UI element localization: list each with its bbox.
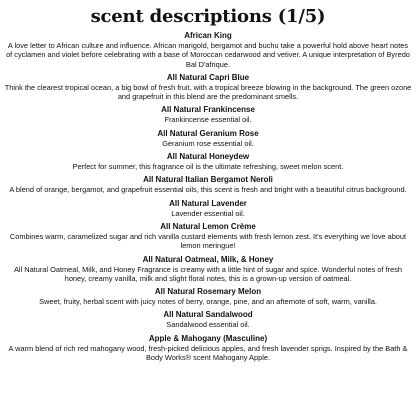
scent-name: All Natural Rosemary Melon bbox=[154, 287, 262, 297]
scent-name: All Natural Frankincense bbox=[161, 105, 255, 115]
scent-name: All Natural Italian Bergamot Neroli bbox=[143, 175, 273, 185]
scent-name: All Natural Lemon Crème bbox=[160, 221, 256, 231]
scent-description: A warm blend of rich red mahogany wood, fresh-picked delicious apples, and fresh lavender sprigs. Inspired by the Bath & Body Works® scent Mahogany Apple. bbox=[8, 343, 408, 363]
scent-description: Sweet, fruity, herbal scent with juicy notes of berry, orange, pine, and an afternote of soft, warm, vanilla. bbox=[39, 297, 377, 307]
scent-name: Apple & Mahogany (Masculine) bbox=[148, 333, 268, 343]
scent-description: Perfect for summer, this fragrance oil is the ultimate refreshing, sweet melon scent. bbox=[72, 162, 344, 172]
scent-name: All Natural Sandalwood bbox=[163, 310, 253, 320]
scent-entry-lavender bbox=[4, 199, 412, 218]
scent-entry-rosemary-melon bbox=[4, 287, 412, 306]
scent-description: Frankincense essential oil. bbox=[164, 115, 252, 125]
scent-entry-african-king bbox=[4, 31, 412, 69]
scent-entry-apple-mahogany bbox=[4, 334, 412, 363]
scent-name: All Natural Oatmeal, Milk, & Honey bbox=[142, 254, 274, 264]
scent-entry-frankincense bbox=[4, 105, 412, 124]
scent-entry-honeydew bbox=[4, 152, 412, 171]
scent-name: All Natural Honeydew bbox=[166, 152, 250, 162]
scent-name: All Natural Capri Blue bbox=[166, 72, 250, 82]
scent-description: All Natural Oatmeal, Milk, and Honey Fragrance is creamy with a little hint of sugar and spice. Wonderful notes of fresh honey, creamy vanilla, milk and slight floral notes, this is a grown-up version of oatmeal. bbox=[13, 264, 403, 283]
scent-entry-oatmeal-milk-honey bbox=[4, 255, 412, 284]
scent-entry-lemon-creme bbox=[4, 222, 412, 251]
scent-entry-capri-blue bbox=[4, 73, 412, 102]
scent-description: Lavender essential oil. bbox=[171, 208, 245, 218]
scent-entry-bergamot-neroli bbox=[4, 175, 412, 194]
scent-description: Combines warm, caramelized sugar and rich vanilla custard elements with fresh lemon zest. It's everything we love about lemon meringue! bbox=[9, 231, 407, 251]
scent-description: A blend of orange, bergamot, and grapefruit essential oils, this scent is fresh and bright with a beautiful citrus background. bbox=[9, 185, 407, 195]
scent-description: A love letter to African culture and influence. African marigold, bergamot and buchu take a powerful hold above heart notes of cyclamen and violet before celebrating with a base of Moroccan cedarwood and vetiver. A unique interpretation of Byredo Bal D'afrique. bbox=[6, 41, 410, 69]
scent-name: African King bbox=[184, 31, 232, 40]
scent-name: All Natural Lavender bbox=[169, 198, 247, 208]
scent-description: Sandalwood essential oil. bbox=[166, 320, 250, 330]
scent-description: Think the clearest tropical ocean, a big bowl of fresh fruit, with a tropical breeze blowing in the background. The green ozone and grapefruit in this blend are the predominant smells. bbox=[4, 82, 412, 102]
scent-description: Geranium rose essential oil. bbox=[162, 138, 254, 148]
scent-entry-geranium-rose bbox=[4, 129, 412, 148]
scent-entry-sandalwood bbox=[4, 310, 412, 329]
scent-name: All Natural Geranium Rose bbox=[157, 128, 259, 138]
page-title: scent descriptions (1/5) bbox=[90, 6, 326, 27]
